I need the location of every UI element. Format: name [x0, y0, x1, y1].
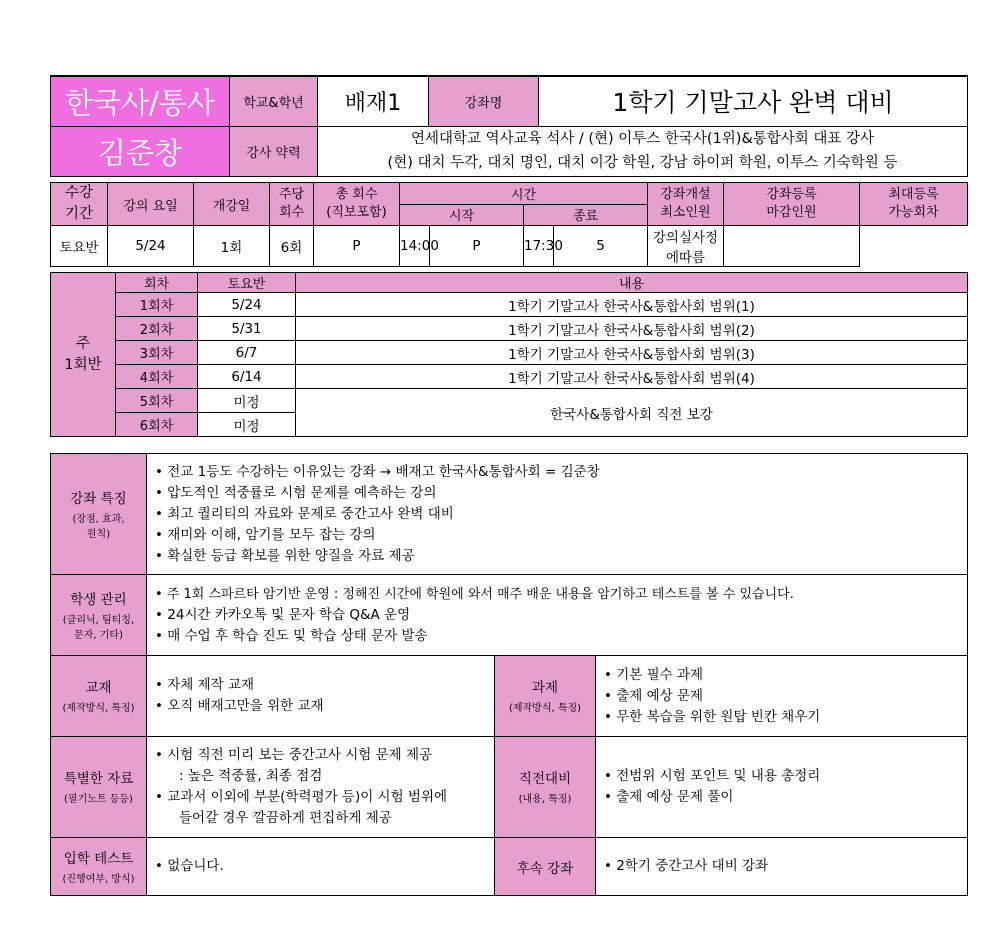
special-label: 특별한 자료 — [63, 771, 134, 787]
followup-content — [596, 838, 968, 896]
details-table — [50, 453, 968, 896]
date-cell: 6/7 — [198, 341, 296, 365]
special-content — [147, 737, 495, 838]
test-label: 입학 테스트 — [63, 850, 134, 867]
homework-sub: (제작방식, 특징) — [508, 703, 582, 714]
homework-item: • 무한 복습을 위한 원탑 빈칸 채우기 — [604, 707, 967, 728]
special-item-1: 시험 직전 미리 보는 중간고사 시험 문제 제공 — [167, 747, 433, 763]
textbook-item: • 오직 배재고만을 위한 교재 — [155, 696, 494, 717]
test-item: • 없습니다. — [155, 856, 494, 877]
bio-line-2: (현) 대치 두각, 대치 명인, 대치 이강 학원, 강남 하이퍼 학원, 이투스 기숙학원 등 — [387, 155, 898, 171]
teacher-name: 김준창 — [51, 126, 230, 176]
followup-item: • 2학기 중간고사 대비 강좌 — [604, 856, 967, 877]
course-label: 강좌명 — [429, 76, 539, 126]
max-value — [724, 226, 860, 267]
special-item — [155, 745, 494, 787]
special-item-2-cont: 들어갈 경우 깔끔하게 편집하게 제공 — [179, 810, 392, 826]
features-content — [147, 454, 968, 575]
special-item-2: 교과서 이외에 부분(학력평가 등)이 시험 범위에 — [167, 789, 448, 805]
bio-label: 강사 약력 — [230, 126, 318, 176]
homework-item: • 기본 필수 과제 — [604, 665, 967, 686]
weekly-header: 주당 회수 — [270, 183, 314, 226]
final-sub: (내용, 특징) — [518, 794, 572, 805]
course-header-table — [50, 75, 968, 177]
textbook-label: 교재 — [85, 680, 112, 696]
subject-title: 한국사/통사 — [51, 76, 230, 126]
period-table — [50, 182, 968, 267]
homework-content — [596, 656, 968, 737]
date-cell: 미정 — [198, 413, 296, 437]
mgmt-item: • 주 1회 스파르타 암기반 운영 : 정해진 시간에 학원에 와서 매주 배운 내용을 암기하고 테스트를 볼 수 있습니다. — [155, 584, 967, 605]
session-cell: 5회차 — [116, 389, 198, 413]
session-cell: 2회차 — [116, 317, 198, 341]
start-time-header: 시작 — [400, 204, 524, 226]
final-content — [596, 737, 968, 838]
session-header: 회차 — [116, 273, 198, 293]
date-cell: 6/14 — [198, 365, 296, 389]
special-sub: (필기노트 등등) — [64, 794, 133, 805]
max-header: 최대등록 가능회차 — [860, 183, 968, 226]
start-date-value: 5/24 — [108, 226, 194, 267]
mgmt-item: • 24시간 카카오톡 및 문자 학습 Q&A 운영 — [155, 605, 967, 626]
textbook-content — [147, 656, 495, 737]
test-label-cell — [51, 838, 147, 896]
mgmt-content — [147, 575, 968, 656]
final-label: 직전대비 — [518, 771, 572, 787]
end-time-value: 17:30 — [524, 226, 554, 267]
test-content — [147, 838, 495, 896]
date-cell: 5/24 — [198, 293, 296, 317]
followup-label: 후속 강좌 — [495, 838, 596, 896]
deadline-value: 강의실사정에따름 — [648, 226, 724, 267]
mgmt-label: 학생 관리 — [70, 591, 127, 608]
schedule-table — [50, 272, 968, 437]
textbook-label-cell — [51, 656, 147, 737]
date-header: 토요반 — [198, 273, 296, 293]
content-cell: 1학기 기말고사 한국사&통합사회 범위(4) — [296, 365, 968, 389]
end-ampm: P — [430, 226, 524, 267]
content-cell: 1학기 기말고사 한국사&통합사회 범위(1) — [296, 293, 968, 317]
textbook-sub: (제작방식, 특징) — [62, 703, 135, 714]
feature-item: • 압도적인 적중률로 시험 문제를 예측하는 강의 — [155, 483, 967, 504]
content-header: 내용 — [296, 273, 968, 293]
course-title: 1학기 기말고사 완벽 대비 — [539, 76, 968, 126]
features-label-cell — [51, 454, 147, 575]
test-sub: (진행여부, 방식) — [62, 873, 135, 885]
total-header: 총 회수 (직보포함) — [314, 183, 400, 226]
special-item — [155, 787, 494, 829]
content-cell-merged: 한국사&통합사회 직전 보강 — [296, 389, 968, 437]
weekly-value: 1회 — [194, 226, 270, 267]
special-label-cell — [51, 737, 147, 838]
feature-item: • 확실한 등급 확보를 위한 양질을 자료 제공 — [155, 546, 967, 567]
homework-item: • 출제 예상 문제 — [604, 686, 967, 707]
session-cell: 6회차 — [116, 413, 198, 437]
features-label: 강좌 특징 — [70, 490, 127, 507]
session-cell: 4회차 — [116, 365, 198, 389]
min-header: 강좌개설 최소인원 — [648, 183, 724, 226]
day-header: 강의 요일 — [108, 183, 194, 226]
period-label: 수강 기간 — [51, 183, 108, 226]
school-label: 학교&학년 — [230, 76, 318, 126]
time-header: 시간 — [400, 183, 648, 205]
school-value: 배재1 — [318, 76, 429, 126]
content-cell: 1학기 기말고사 한국사&통합사회 범위(2) — [296, 317, 968, 341]
content-cell: 1학기 기말고사 한국사&통합사회 범위(3) — [296, 341, 968, 365]
session-cell: 3회차 — [116, 341, 198, 365]
mgmt-label-cell — [51, 575, 147, 656]
min-value: 5 — [554, 226, 648, 267]
homework-label-cell — [495, 656, 596, 737]
total-value: 6회 — [270, 226, 314, 267]
final-label-cell — [495, 737, 596, 838]
feature-item: • 재미와 이해, 암기를 모두 잡는 강의 — [155, 525, 967, 546]
end-time-header: 종료 — [524, 204, 648, 226]
bio-line-1: 연세대학교 역사교육 석사 / (현) 이투스 한국사(1위)&통합사회 대표 강사 — [410, 131, 875, 147]
deadline-header: 강좌등록 마감인원 — [724, 183, 860, 226]
mgmt-sub: (클리닉, 팀티칭, 문자, 기타) — [62, 614, 135, 641]
features-sub: (장점, 효과, 원칙) — [72, 513, 125, 540]
final-item: • 전범위 시험 포인트 및 내용 총정리 — [604, 766, 967, 787]
mgmt-item: • 매 수업 후 학습 진도 및 학습 상태 문자 발송 — [155, 626, 967, 647]
final-item: • 출제 예상 문제 풀이 — [604, 787, 967, 808]
session-cell: 1회차 — [116, 293, 198, 317]
homework-label: 과제 — [531, 680, 559, 696]
feature-item: • 전교 1등도 수강하는 이유있는 강좌 → 배재고 한국사&통합사회 = 김준창 — [155, 462, 967, 483]
day-value: 토요반 — [51, 226, 108, 267]
start-ampm: P — [314, 226, 400, 267]
teacher-bio — [318, 126, 968, 176]
feature-item: • 최고 퀄리티의 자료와 문제로 중간고사 완벽 대비 — [155, 504, 967, 525]
special-item-1-cont: : 높은 적중률, 최종 점검 — [179, 768, 323, 784]
schedule-label: 주 1회반 — [51, 273, 116, 437]
date-cell: 5/31 — [198, 317, 296, 341]
textbook-item: • 자체 제작 교재 — [155, 675, 494, 696]
start-date-header: 개강일 — [194, 183, 270, 226]
start-time-value: 14:00 — [400, 226, 430, 267]
date-cell: 미정 — [198, 389, 296, 413]
